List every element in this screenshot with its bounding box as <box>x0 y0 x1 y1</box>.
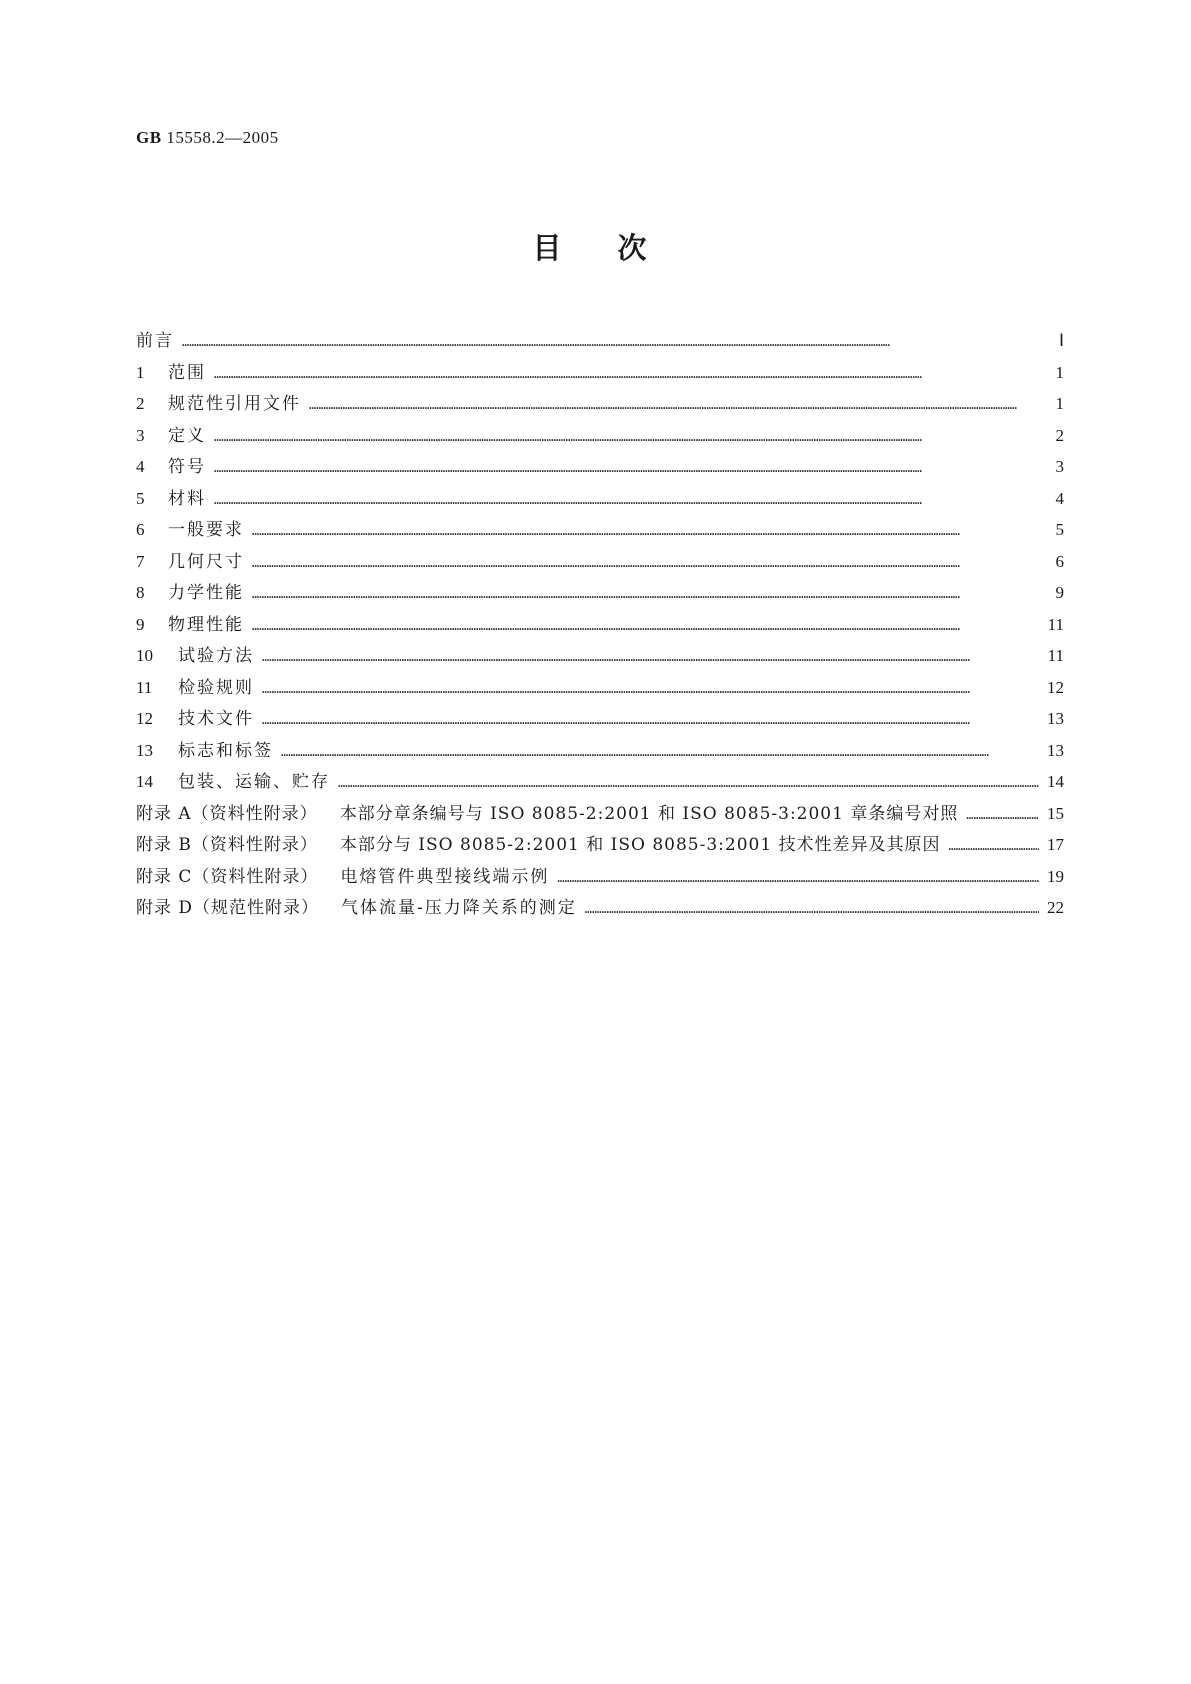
toc-label: 气体流量-压力降关系的测定 <box>341 898 577 918</box>
dot-leader <box>252 556 1044 570</box>
toc-label: 检验规则 <box>178 677 254 698</box>
toc-number: 7 <box>136 551 145 571</box>
dot-leader <box>214 493 1044 507</box>
toc-label: 物理性能 <box>168 614 244 635</box>
toc-label: 前言 <box>136 331 174 351</box>
toc-annex-prefix: 附录 C（资料性附录） <box>136 866 319 887</box>
toc-entry-7[interactable] <box>136 547 1064 579</box>
toc-entry-8[interactable] <box>136 578 1064 610</box>
dot-leader <box>338 776 1039 790</box>
toc-entry-12[interactable] <box>136 704 1064 736</box>
dot-leader <box>252 587 1044 601</box>
toc-page: 5 <box>1055 520 1064 539</box>
toc-entry-1[interactable] <box>136 358 1064 390</box>
toc-annex-prefix: 附录 A（资料性附录） <box>136 803 318 824</box>
toc-label: 一般要求 <box>168 520 244 540</box>
toc-annex-prefix: 附录 B（资料性附录） <box>136 835 318 855</box>
toc-number: 2 <box>136 394 145 413</box>
toc-page: 13 <box>1047 740 1064 760</box>
dot-leader <box>262 650 1040 664</box>
toc-entry-13[interactable] <box>136 736 1064 768</box>
standard-number: 15558.2—2005 <box>166 128 279 147</box>
toc-number: 8 <box>136 583 145 602</box>
dot-leader <box>214 461 1044 475</box>
toc-number: 4 <box>136 457 145 476</box>
toc-number: 5 <box>136 488 145 508</box>
dot-leader <box>214 430 1044 444</box>
toc-number: 14 <box>136 772 153 791</box>
page-title: 目次 <box>532 231 703 265</box>
toc-entry-11[interactable] <box>136 673 1064 705</box>
toc-page: 1 <box>1055 362 1064 382</box>
document-code <box>136 128 279 148</box>
toc-label: 规范性引用文件 <box>168 394 301 414</box>
toc-label: 电熔管件典型接线端示例 <box>340 866 550 887</box>
dot-leader <box>585 902 1039 916</box>
toc-page: 11 <box>1047 614 1064 634</box>
toc-entry-annex-c[interactable] <box>136 862 1064 894</box>
dot-leader <box>557 871 1039 885</box>
toc-number: 3 <box>136 425 145 445</box>
toc-page: 14 <box>1047 772 1064 791</box>
toc-number: 6 <box>136 520 145 539</box>
toc-label: 技术文件 <box>178 709 254 729</box>
toc-page: 19 <box>1047 866 1064 886</box>
toc-page: 17 <box>1047 835 1064 854</box>
toc-number: 1 <box>136 362 145 382</box>
toc-label: 材料 <box>168 488 206 509</box>
dot-leader <box>281 745 1039 759</box>
toc-page: 1 <box>1055 394 1064 413</box>
toc-entry-2[interactable] <box>136 389 1064 421</box>
toc-label: 定义 <box>168 425 206 446</box>
dot-leader <box>252 524 1044 538</box>
toc-number: 10 <box>136 646 153 665</box>
toc-entry-14[interactable] <box>136 767 1064 799</box>
toc-page: 2 <box>1055 425 1064 445</box>
toc-entry-foreword[interactable] <box>136 326 1064 358</box>
toc-entry-annex-a[interactable] <box>136 799 1064 831</box>
toc-page: 11 <box>1047 646 1064 665</box>
toc-entry-annex-d[interactable] <box>136 893 1064 925</box>
dot-leader <box>262 713 1039 727</box>
toc-entry-10[interactable] <box>136 641 1064 673</box>
toc-number: 13 <box>136 740 153 760</box>
toc-label: 标志和标签 <box>178 740 273 761</box>
toc-page: Ⅰ <box>1058 331 1064 350</box>
dot-leader <box>214 367 1044 381</box>
toc-page: 15 <box>1047 803 1064 823</box>
toc-entry-annex-b[interactable] <box>136 830 1064 862</box>
toc-page: 22 <box>1047 898 1064 917</box>
toc-number: 11 <box>136 677 153 697</box>
dot-leader <box>252 619 1040 633</box>
dot-leader <box>949 839 1039 853</box>
toc-entry-5[interactable] <box>136 484 1064 516</box>
toc-number: 12 <box>136 709 153 728</box>
toc-page: 13 <box>1047 709 1064 728</box>
dot-leader <box>262 682 1039 696</box>
toc-entry-9[interactable] <box>136 610 1064 642</box>
toc-label: 符号 <box>168 457 206 477</box>
toc-number: 9 <box>136 614 145 634</box>
toc-label: 本部分与 ISO 8085-2:2001 和 ISO 8085-3:2001 技术性差异及其原因 <box>339 835 941 855</box>
toc-label: 几何尺寸 <box>168 551 244 572</box>
standard-prefix: GB <box>136 128 162 147</box>
toc-entry-6[interactable] <box>136 515 1064 547</box>
dot-leader <box>182 335 1044 349</box>
toc-label: 本部分章条编号与 ISO 8085-2:2001 和 ISO 8085-3:2001 章条编号对照 <box>339 803 959 824</box>
toc-entry-3[interactable] <box>136 421 1064 453</box>
table-of-contents <box>136 326 1064 925</box>
toc-page: 12 <box>1047 677 1064 697</box>
toc-annex-prefix: 附录 D（规范性附录） <box>136 898 320 918</box>
toc-entry-4[interactable] <box>136 452 1064 484</box>
toc-page: 3 <box>1055 457 1064 476</box>
toc-label: 试验方法 <box>178 646 254 666</box>
dot-leader <box>309 398 1044 412</box>
dot-leader <box>966 808 1039 822</box>
toc-label: 包装、运输、贮存 <box>178 772 330 792</box>
toc-page: 4 <box>1055 488 1064 508</box>
toc-page: 6 <box>1055 551 1064 571</box>
toc-label: 范围 <box>168 362 206 383</box>
toc-label: 力学性能 <box>168 583 244 603</box>
toc-page: 9 <box>1055 583 1064 602</box>
